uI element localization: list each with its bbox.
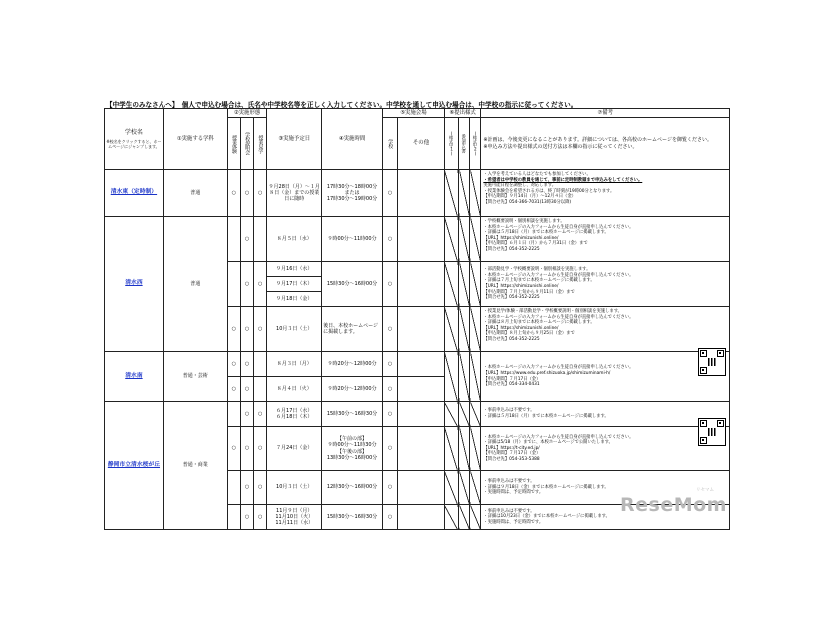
diag-cell	[470, 262, 481, 307]
page-header: 【中学生のみなさんへ】 個人で申込む場合は、氏名や中学校名等を正しく入力してください。中学校を通して申込む場合は、中学校の指示に従ってください。	[106, 101, 578, 109]
empty-cell	[254, 217, 267, 262]
mark-cell: ○	[382, 427, 397, 471]
date-cell: ８月５日（水）	[267, 217, 322, 262]
date-cell: ６月17日（水） ６月18日（木）	[267, 402, 322, 427]
mark-cell: ○	[240, 307, 253, 352]
mark-cell: ○	[240, 217, 253, 262]
th-format-briefing: 学校説明会	[240, 118, 253, 170]
diag-cell	[459, 262, 470, 307]
time-cell: 15時30分～16時00分	[322, 262, 383, 307]
diag-cell	[470, 505, 481, 530]
mark-cell: ○	[240, 377, 253, 402]
empty-cell	[227, 402, 240, 427]
th-venue: ⑤実施会場	[382, 109, 444, 118]
mark-cell: ○	[240, 427, 253, 471]
mark-cell: ○	[254, 402, 267, 427]
diag-cell	[444, 262, 458, 307]
mark-cell: ○	[382, 307, 397, 352]
diag-cell	[470, 402, 481, 427]
mark-cell: ○	[227, 427, 240, 471]
th-dept: ①実施する学科	[163, 109, 227, 170]
school-shimizunishi[interactable]: 清水西	[105, 217, 164, 352]
open-school-table	[104, 108, 730, 530]
th-form-1: (様式中1)	[444, 118, 458, 170]
diag-cell	[459, 170, 470, 217]
th-venue-other: その他	[398, 118, 445, 170]
date-cell: 10月３日（土）	[267, 307, 322, 352]
time-cell: 後日、本校ホームページに掲載します。	[322, 307, 383, 352]
th-remarks-notes: ※計画は、今後変更になることがあります。詳細については、各高校のホームページを御覧ください。 ※申込み方法や提出様式の送付方法は本欄の指示に従ってください。	[481, 118, 730, 170]
diag-cell	[470, 170, 481, 217]
diag-cell	[444, 170, 458, 217]
diag-cell	[470, 217, 481, 262]
remarks-sakuragaoka-3: ・事前申込みは不要です。 ・詳細は９月18日（金）までに本校ホームページに掲載します。 ・実施時間は、予定時間です。	[481, 471, 730, 505]
date-cell: ７月24日（金）	[267, 427, 322, 471]
dept-cell: 普通	[163, 217, 227, 352]
th-form-2: (様式中2)	[470, 118, 481, 170]
time-cell: 17時30分～18時00分 または 17時30分～19時00分	[322, 170, 383, 217]
diag-cell	[459, 307, 470, 352]
diag-cell	[470, 427, 481, 471]
empty-cell	[398, 427, 445, 471]
diag-cell	[444, 217, 458, 262]
mark-cell: ○	[240, 170, 253, 217]
remarks-sakuragaoka-2: ・本校ホームページの入力フォームから生徒自身が直接申し込んでください。 ・詳細は5/18（月）までに、本校ホームページで公開いたします。 【URL】https://t-city.ed.jp/ 【申込期間】７月17日（金） 【問合せ先】054-353-5388	[481, 427, 730, 471]
qr-code-icon	[698, 418, 726, 446]
mark-cell: ○	[227, 307, 240, 352]
mark-cell: ○	[227, 377, 240, 402]
table-row	[105, 170, 730, 217]
table-row	[105, 217, 730, 262]
th-school-name: 学校名 ※校名をクリックすると、ホームページにジャンプします。	[105, 109, 164, 170]
remarks-shimizunishi-3: ・授業見学/体験・部活動見学・学校概要説明・個別相談を実施します。 ・本校ホームページの入力フォームから生徒自身が直接申し込んでください。 ・詳細は８月上旬までに本校ホームページに掲載します。 【URL】https://shimizunishi.online/ 【申込期間】８月上旬から９月25日（金）まで 【問合せ先】054-352-2225	[481, 307, 730, 352]
mark-cell: ○	[240, 402, 253, 427]
diag-cell	[444, 471, 458, 505]
empty-cell	[254, 377, 267, 402]
mark-cell: ○	[382, 262, 397, 307]
remarks-sakuragaoka-4: ・事前申込みは不要です。 ・詳細は10月23日（金）までに本校ホームページに掲載します。 ・実施時間は、予定時間です。	[481, 505, 730, 530]
empty-cell	[398, 217, 445, 262]
diag-cell	[459, 427, 470, 471]
time-cell: 15時30分～16時30分	[322, 402, 383, 427]
dept-cell: 普通	[163, 170, 227, 217]
empty-cell	[398, 170, 445, 217]
dept-cell: 普通・商業	[163, 402, 227, 530]
remarks-shimizuhigashi: ・入学を考えている人はどなたでも参加してください。 ・希望者は中学校の教員を通じて、事前に定時制教頭まで申込みをしてください。 実施可能日程を調整し、対応します。 ・授業体験会を希望される方は、終了時刻が19時00分となります。 【申込期間】９月14日（月）～12月４日（金） 【問合せ先】054-366-7031(13時30分以降)	[481, 170, 730, 217]
school-shimizuhigashi[interactable]: 清水東（定時制）	[105, 170, 164, 217]
dept-cell: 普通・芸術	[163, 352, 227, 402]
time-cell: ９時20分～12時00分	[322, 377, 383, 402]
diag-cell	[459, 505, 470, 530]
empty-cell	[227, 262, 240, 307]
time-cell: ９時20分～12時00分	[322, 352, 383, 377]
empty-cell	[398, 471, 445, 505]
th-venue-school: 学校	[382, 118, 397, 170]
diag-cell	[459, 402, 470, 427]
date-cell: 10月３日（土）	[267, 471, 322, 505]
time-cell: 12時30分～16時00分	[322, 471, 383, 505]
th-format-observe: 授業見学	[254, 118, 267, 170]
th-format: ②実施形態	[227, 109, 267, 118]
watermark-logo: ReseMom	[620, 494, 727, 516]
time-cell: 【午前の部】 ９時00分～11時30分 【午後の部】 13時30分～16時00分	[322, 427, 383, 471]
th-form-apply: 参加申込書	[459, 118, 470, 170]
watermark-small: リセマム	[696, 488, 714, 493]
mark-cell: ○	[254, 427, 267, 471]
th-forms: ⑥提出様式	[444, 109, 481, 118]
mark-cell: ○	[254, 471, 267, 505]
th-remarks: ⑦備考	[481, 109, 730, 118]
remarks-shimizuminami: ・本校ホームページの入力フォームから生徒自身が直接申し込んでください。 【URL】https://www.edu.pref.shizuoka.jp/shimizuminami-h/ 【申込期間】７月17日（金） 【問合せ先】054-334-0431	[481, 352, 730, 402]
mark-cell: ○	[254, 505, 267, 530]
time-cell: ９時00分～11時00分	[322, 217, 383, 262]
mark-cell: ○	[382, 402, 397, 427]
mark-cell: ○	[254, 170, 267, 217]
th-date: ③実施予定日	[267, 109, 322, 170]
diag-cell	[444, 402, 458, 427]
mark-cell: ○	[227, 352, 240, 377]
empty-cell	[227, 217, 240, 262]
qr-code-icon	[698, 348, 726, 376]
diag-cell	[459, 217, 470, 262]
diag-cell	[459, 352, 470, 402]
school-shimizuminami[interactable]: 清水南	[105, 352, 164, 402]
diag-cell	[444, 505, 458, 530]
diag-cell	[444, 307, 458, 352]
table-row	[105, 352, 730, 377]
th-time: ④実施時間	[322, 109, 383, 170]
date-cell: ９月16日（水）	[267, 262, 322, 277]
mark-cell: ○	[227, 170, 240, 217]
remarks-shimizunishi-2: ・部活動見学・学校概要説明・個別相談を実施します。 ・本校ホームページの入力フォームから生徒自身が直接申し込んでください。 ・詳細は７月上旬までに本校ホームページに掲載します。 【URL】https://shimizunishi.online/ 【申込期間】７月上旬から９月11日（金）まで 【問合せ先】054-352-2225	[481, 262, 730, 307]
diag-cell	[444, 427, 458, 471]
mark-cell: ○	[240, 471, 253, 505]
date-cell: ９月28日（月）～１月８日（金）までの授業日に随時	[267, 170, 322, 217]
empty-cell	[398, 262, 445, 307]
school-sakuragaoka[interactable]: 静岡市立清水桜が丘	[105, 402, 164, 530]
time-cell: 15時30分～16時30分	[322, 505, 383, 530]
mark-cell: ○	[382, 217, 397, 262]
mark-cell: ○	[240, 505, 253, 530]
mark-cell: ○	[382, 505, 397, 530]
remarks-shimizunishi-1: ・学校概要説明・個別相談を実施します。 ・本校ホームページの入力フォームから生徒自身が直接申し込んでください。 ・詳細は５月18日（月）までに本校ホームページに掲載します。 【URL】https://shimizunishi.online/ 【申込期間】６月１日（月）から７月31日（金）まで 【問合せ先】054-352-2225	[481, 217, 730, 262]
mark-cell: ○	[382, 377, 397, 402]
empty-cell	[398, 402, 445, 427]
date-cell: 11月９日（月） 11月10日（火） 11月11日（水）	[267, 505, 322, 530]
mark-cell: ○	[240, 352, 253, 377]
mark-cell: ○	[382, 352, 397, 377]
mark-cell: ○	[254, 307, 267, 352]
empty-cell	[254, 352, 267, 377]
mark-cell: ○	[382, 170, 397, 217]
empty-cell	[227, 471, 240, 505]
empty-cell	[398, 307, 445, 352]
diag-cell	[470, 471, 481, 505]
th-format-class: 授業体験	[227, 118, 240, 170]
diag-cell	[444, 352, 458, 402]
date-cell: ９月18日（金）	[267, 292, 322, 307]
date-cell: ８月３日（月）	[267, 352, 322, 377]
diag-cell	[459, 471, 470, 505]
date-cell: ８月４日（火）	[267, 377, 322, 402]
diag-cell	[470, 307, 481, 352]
date-cell: ９月17日（木）	[267, 277, 322, 292]
empty-cell	[398, 352, 445, 377]
mark-cell: ○	[382, 471, 397, 505]
table-row	[105, 402, 730, 427]
diag-cell	[470, 352, 481, 402]
empty-cell	[398, 377, 445, 402]
mark-cell: ○	[240, 262, 253, 307]
remarks-sakuragaoka-1: ・事前申込みは不要です。 ・詳細は５月18日（月）までに本校ホームページに掲載します。	[481, 402, 730, 427]
empty-cell	[227, 505, 240, 530]
mark-cell: ○	[254, 262, 267, 307]
empty-cell	[398, 505, 445, 530]
